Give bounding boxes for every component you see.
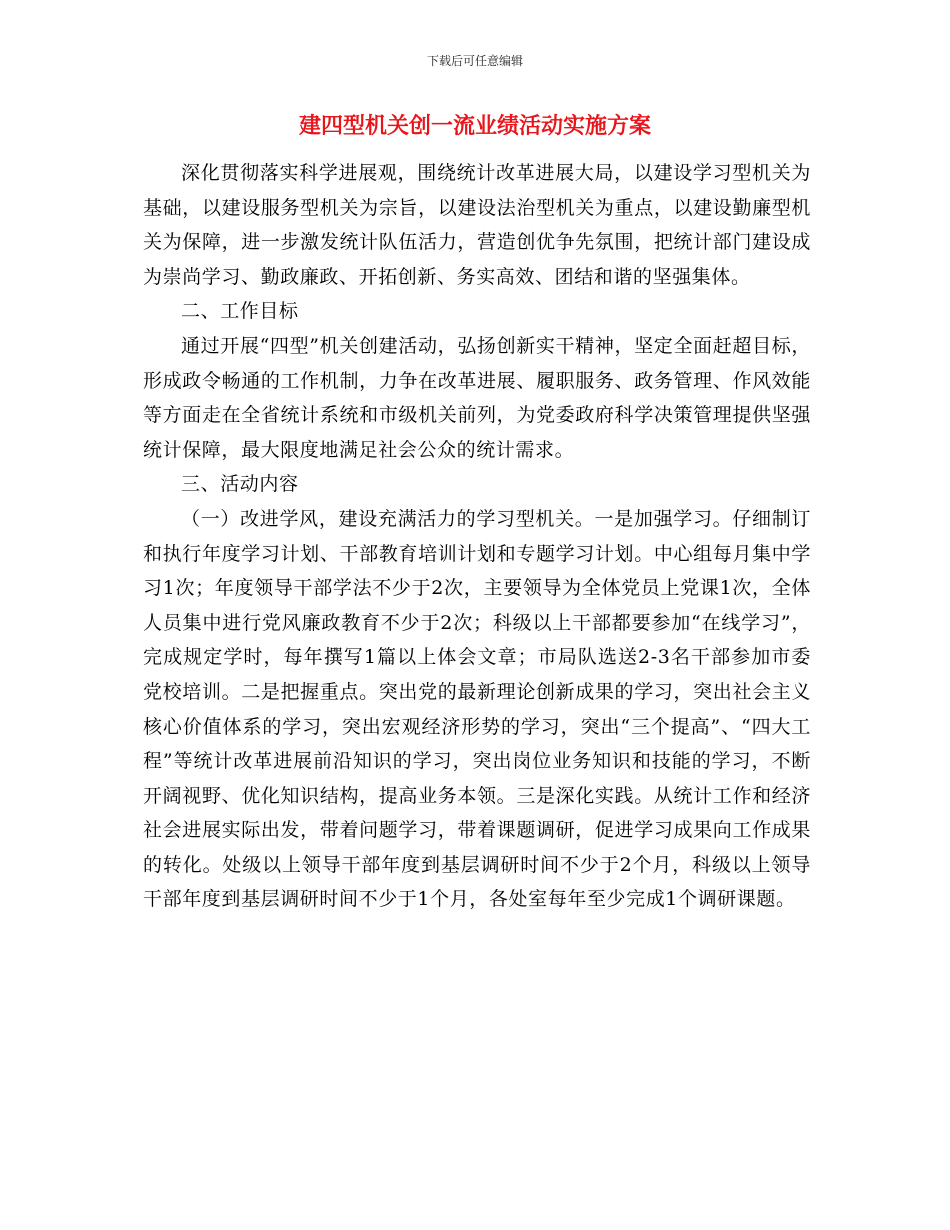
- document-title: 建四型机关创一流业绩活动实施方案: [298, 114, 651, 139]
- section-heading-activities: 三、活动内容: [181, 473, 299, 496]
- intro-paragraph: 深化贯彻落实科学进展观，围绕统计改革进展大局，以建设学习型机关为基础，以建设服务型机关为宗旨，以建设法治型机关为重点，以建设勤廉型机关为保障，进一步激发统计队伍活力，营造创优争先氛围，把统计部门建设成为崇尚学习、勤政廉政、开拓创新、务实高效、团结和谐的坚强集体。: [143, 162, 811, 288]
- document-body: [143, 156, 811, 917]
- goals-paragraph: 通过开展“四型”机关创建活动，弘扬创新实干精神，坚定全面赶超目标，形成政令畅通的工作机制，力争在改革进展、履职服务、政务管理、作风效能等方面走在全省统计系统和市级机关前列，为党委政府科学决策管理提供坚强统计保障，最大限度地满足社会公众的统计需求。: [143, 334, 811, 461]
- activities-paragraph-1: （一）改进学风，建设充满活力的学习型机关。一是加强学习。仔细制订和执行年度学习计划、干部教育培训计划和专题学习计划。中心组每月集中学习1次；年度领导干部学法不少于2次，主要领导为全体党员上党课1次，全体人员集中进行党风廉政教育不少于2次；科级以上干部都要参加“在线学习”，完成规定学时，每年撰写1篇以上体会文章；市局队选送2-3名干部参加市委党校培训。二是把握重点。突出党的最新理论创新成果的学习，突出社会主义核心价值体系的学习，突出宏观经济形势的学习，突出“三个提高”、“四大工程”等统计改革进展前沿知识的学习，突出岗位业务知识和技能的学习，不断开阔视野、优化知识结构，提高业务本领。三是深化实践。从统计工作和经济社会进展实际出发，带着问题学习，带着课题调研，促进学习成果向工作成果的转化。处级以上领导干部年度到基层调研时间不少于2个月，科级以上领导干部年度到基层调研时间不少于1个月，各处室每年至少完成1个调研课题。: [143, 507, 811, 911]
- section-heading-goals: 二、工作目标: [181, 300, 299, 323]
- page-header-note: 下载后可任意编辑: [426, 54, 523, 68]
